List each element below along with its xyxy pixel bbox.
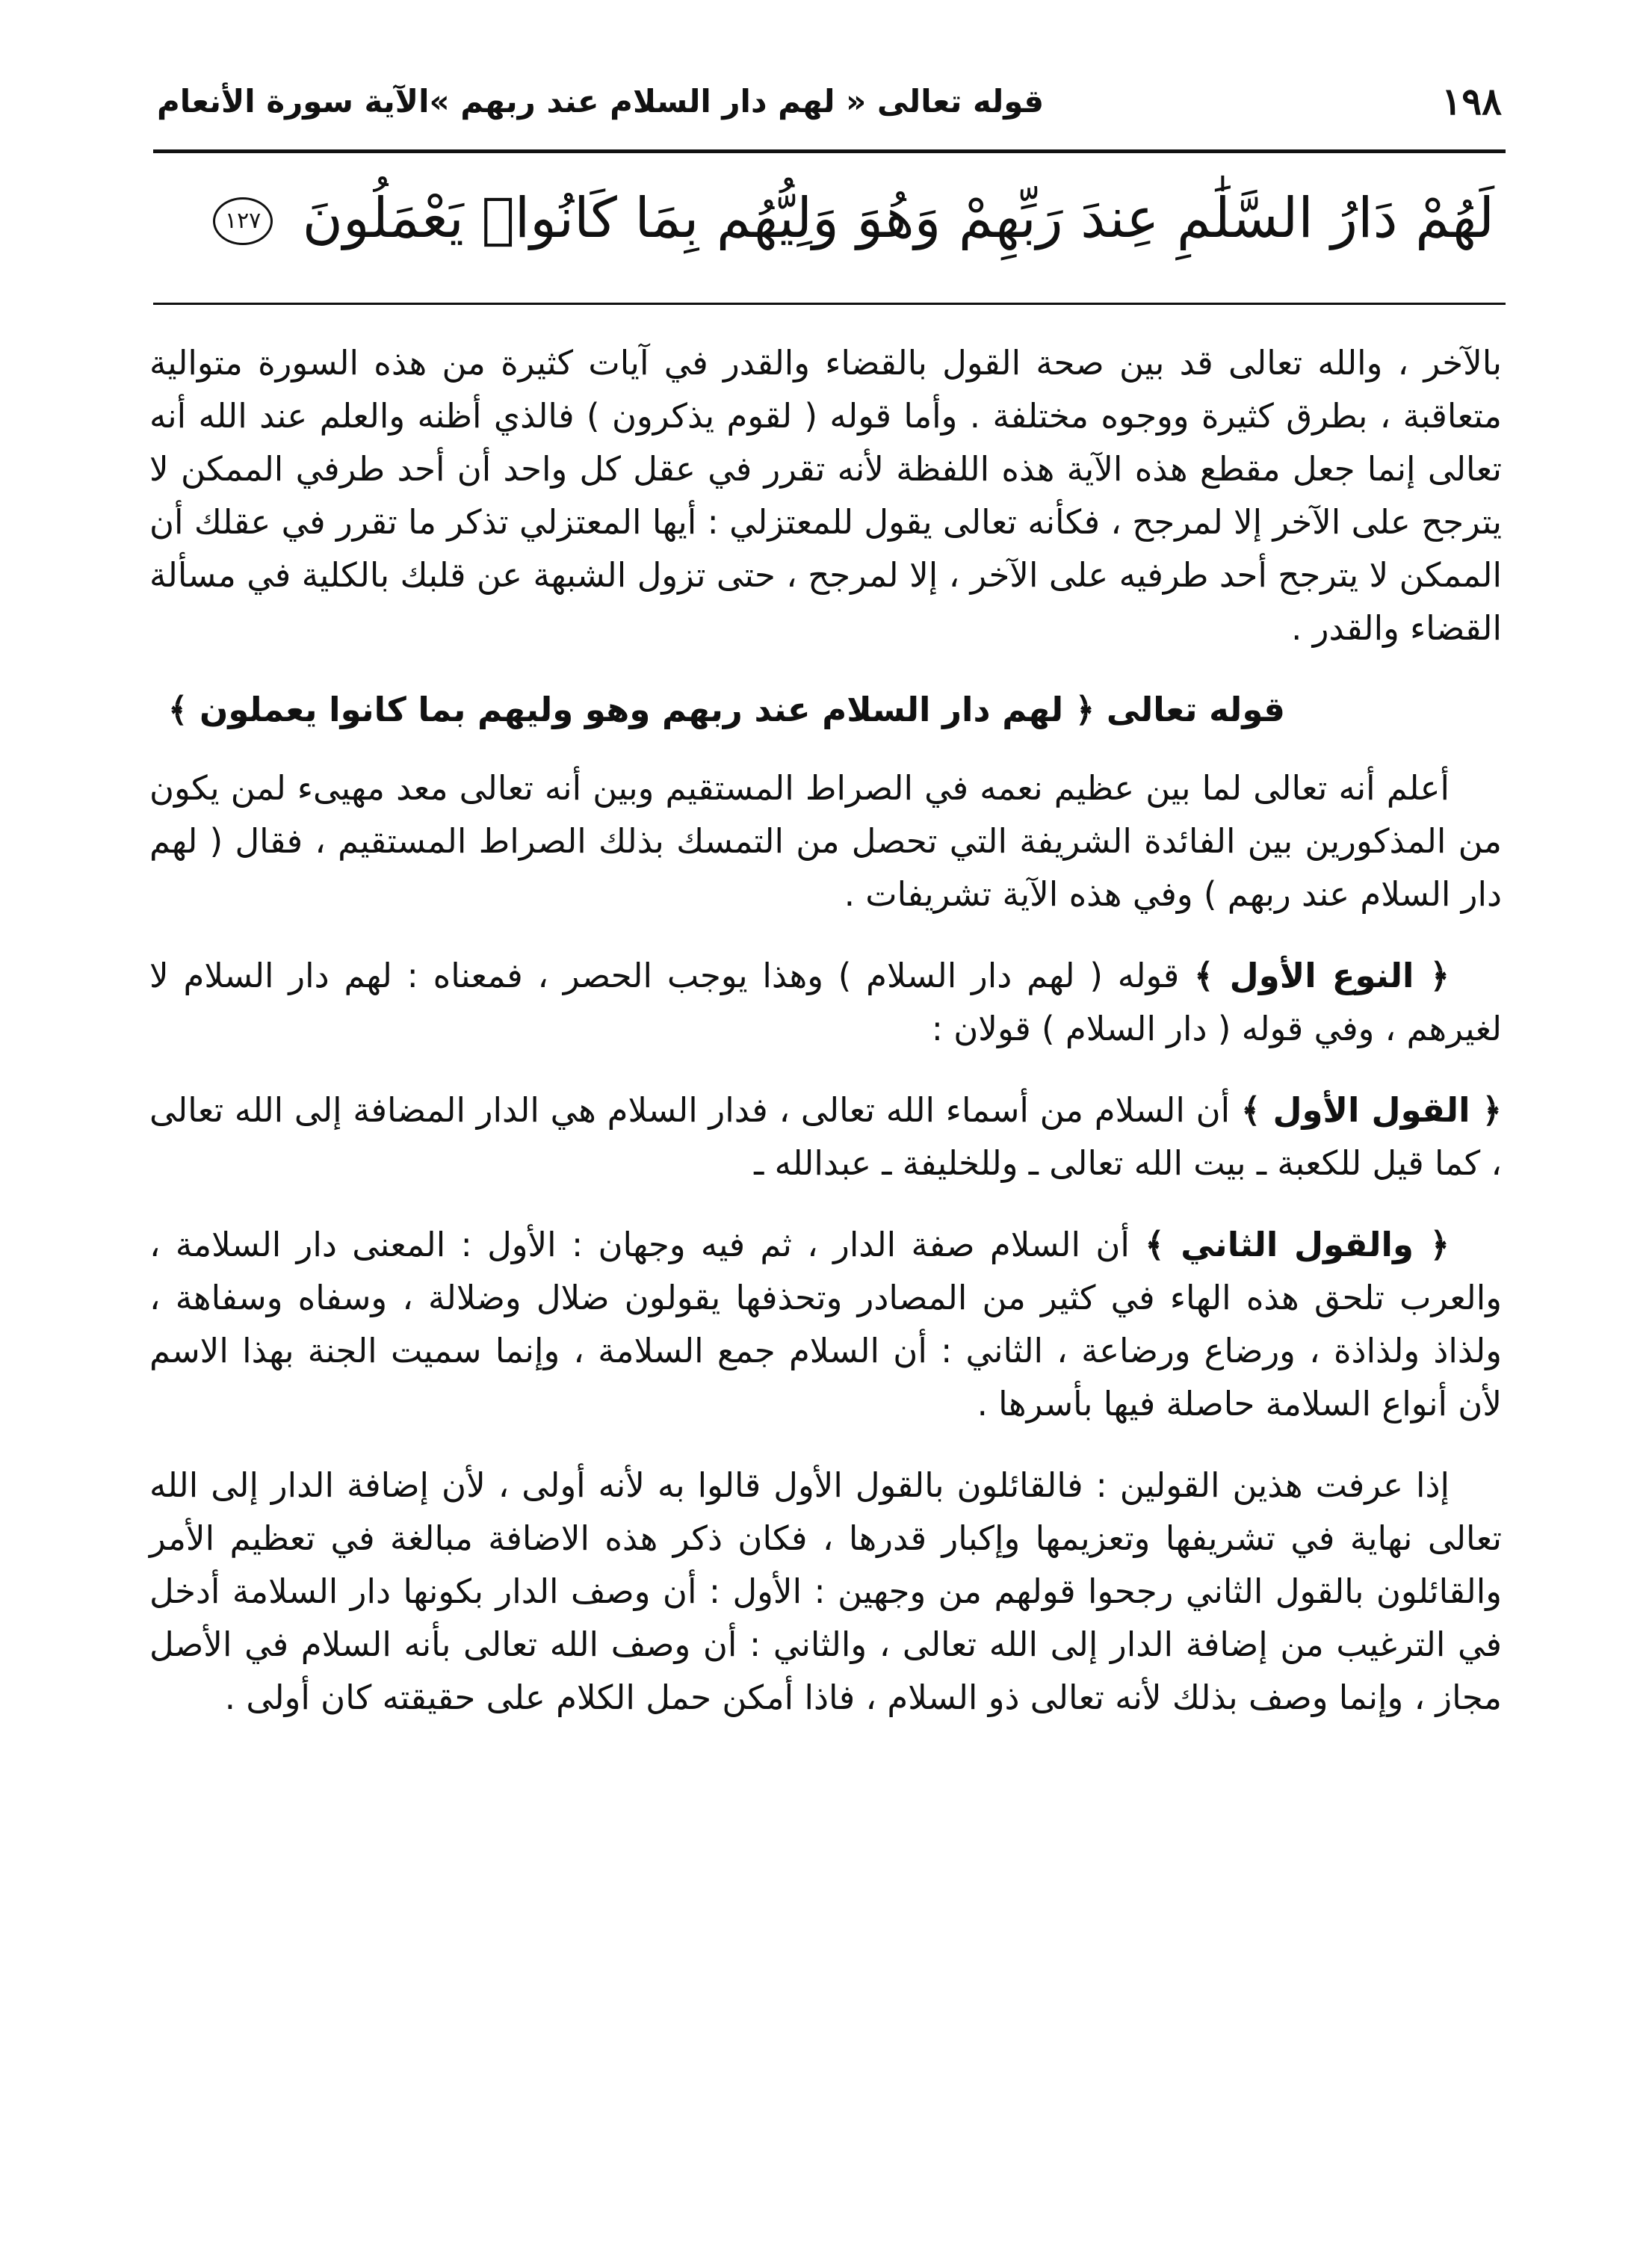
paragraph-4-label: ﴿ القول الأول ﴾: [1240, 1090, 1502, 1130]
paragraph-6: إذا عرفت هذين القولين : فالقائلون بالقول الأول قالوا به لأنه أولى ، لأن إضافة الدار إلى الله تعالى نهاية في تشريفها وتعزيمها وإكبار قدرها ، فكان ذكر هذه الاضافة مبالغة في تعظيم الأمر والقائلون بالقول الثاني رجحوا قولهم من وجهين : الأول : أن وصف الدار بكونها دار السلامة أدخل في الترغيب من إضافة الدار إلى الله تعالى ، والثاني : أن وصف الله تعالى بأنه السلام في الأصل مجاز ، وإنما وصف بذلك لأنه تعالى ذو السلام ، فاذا أمكن حمل الكلام على حقيقته كان أولى .: [149, 1465, 1502, 1717]
heading-verse: ﴿ لهم دار السلام عند ربهم وهو وليهم بما كانوا يعملون ﴾: [167, 690, 1095, 729]
running-header: [157, 72, 1502, 132]
paragraph-5: [149, 1218, 1502, 1430]
paragraph-3-label: ﴿ النوع الأول ﴾: [1194, 956, 1450, 995]
paragraph-2: أعلم أنه تعالى لما بين عظيم نعمه في الصراط المستقيم وبين أنه تعالى معد مهيىء لمن يكون من المذكورين بين الفائدة الشريفة التي تحصل من التمسك بذلك الصراط المستقيم ، فقال ( لهم دار السلام عند ربهم ) وفي هذه الآية تشريفات .: [149, 768, 1502, 914]
paragraph-3-text: قوله ( لهم دار السلام ) وهذا يوجب الحصر ، فمعناه : لهم دار السلام لا لغيرهم ، وفي قوله ( دار السلام ) قولان :: [149, 956, 1502, 1048]
paragraph-4: [149, 1084, 1502, 1190]
verse-divider: [153, 303, 1506, 305]
ayah-number-marker: ١٢٧: [213, 197, 273, 245]
paragraph-1: بالآخر ، والله تعالى قد بين صحة القول بالقضاء والقدر في آيات كثيرة من هذه السورة متوالية متعاقبة ، بطرق كثيرة ووجوه مختلفة . وأما قوله ( لقوم يذكرون ) فالذي أظنه والعلم عند الله أنه تعالى إنما جعل مقطع هذه الآية هذه اللفظة لأنه تقرر في عقل كل واحد أن أحد طرفي الممكن لا يترجح على الآخر إلا لمرجح ، فكأنه تعالى يقول للمعتزلي : أيها المعتزلي تذكر ما تقرر في عقلك أن الممكن لا يترجح أحد طرفيه على الآخر ، إلا لمرجح ، حتى تزول الشبهة عن قلبك بالكلية في مسألة القضاء والقدر .: [149, 343, 1502, 648]
paragraph-3: [149, 949, 1502, 1055]
section-heading: [149, 683, 1502, 736]
commentary-body: [149, 336, 1502, 1752]
header-divider: [153, 149, 1506, 153]
verse-text: لَهُمْ دَارُ السَّلَٰمِ عِندَ رَبِّهِمْ وَهُوَ وَلِيُّهُم بِمَا كَانُوا۟ يَعْمَلُونَ: [302, 186, 1494, 250]
heading-prefix: قوله تعالى: [1106, 690, 1285, 729]
paragraph-5-label: ﴿ والقول الثاني ﴾: [1145, 1225, 1450, 1264]
paragraph-4-text: أن السلام من أسماء الله تعالى ، فدار السلام هي الدار المضافة إلى الله تعالى ، كما قيل للكعبة ـ بيت الله تعالى ـ وللخليفة ـ عبدالله ـ: [149, 1090, 1502, 1183]
running-header-title: قوله تعالى « لهم دار السلام عند ربهم »الآية سورة الأنعام: [157, 83, 1045, 120]
page-number: ١٩٨: [1441, 79, 1502, 123]
quran-verse: [224, 166, 1494, 271]
paragraph-5-text: أن السلام صفة الدار ، ثم فيه وجهان : الأول : المعنى دار السلامة ، والعرب تلحق هذه الهاء في كثير من المصادر وتحذفها يقولون ضلال وضلالة ، وسفاه وسفاهة ، ولذاذ ولذاذة ، ورضاع ورضاعة ، الثاني : أن السلام جمع السلامة ، وإنما سميت الجنة بهذا الاسم لأن أنواع السلامة حاصلة فيها بأسرها .: [149, 1225, 1502, 1424]
